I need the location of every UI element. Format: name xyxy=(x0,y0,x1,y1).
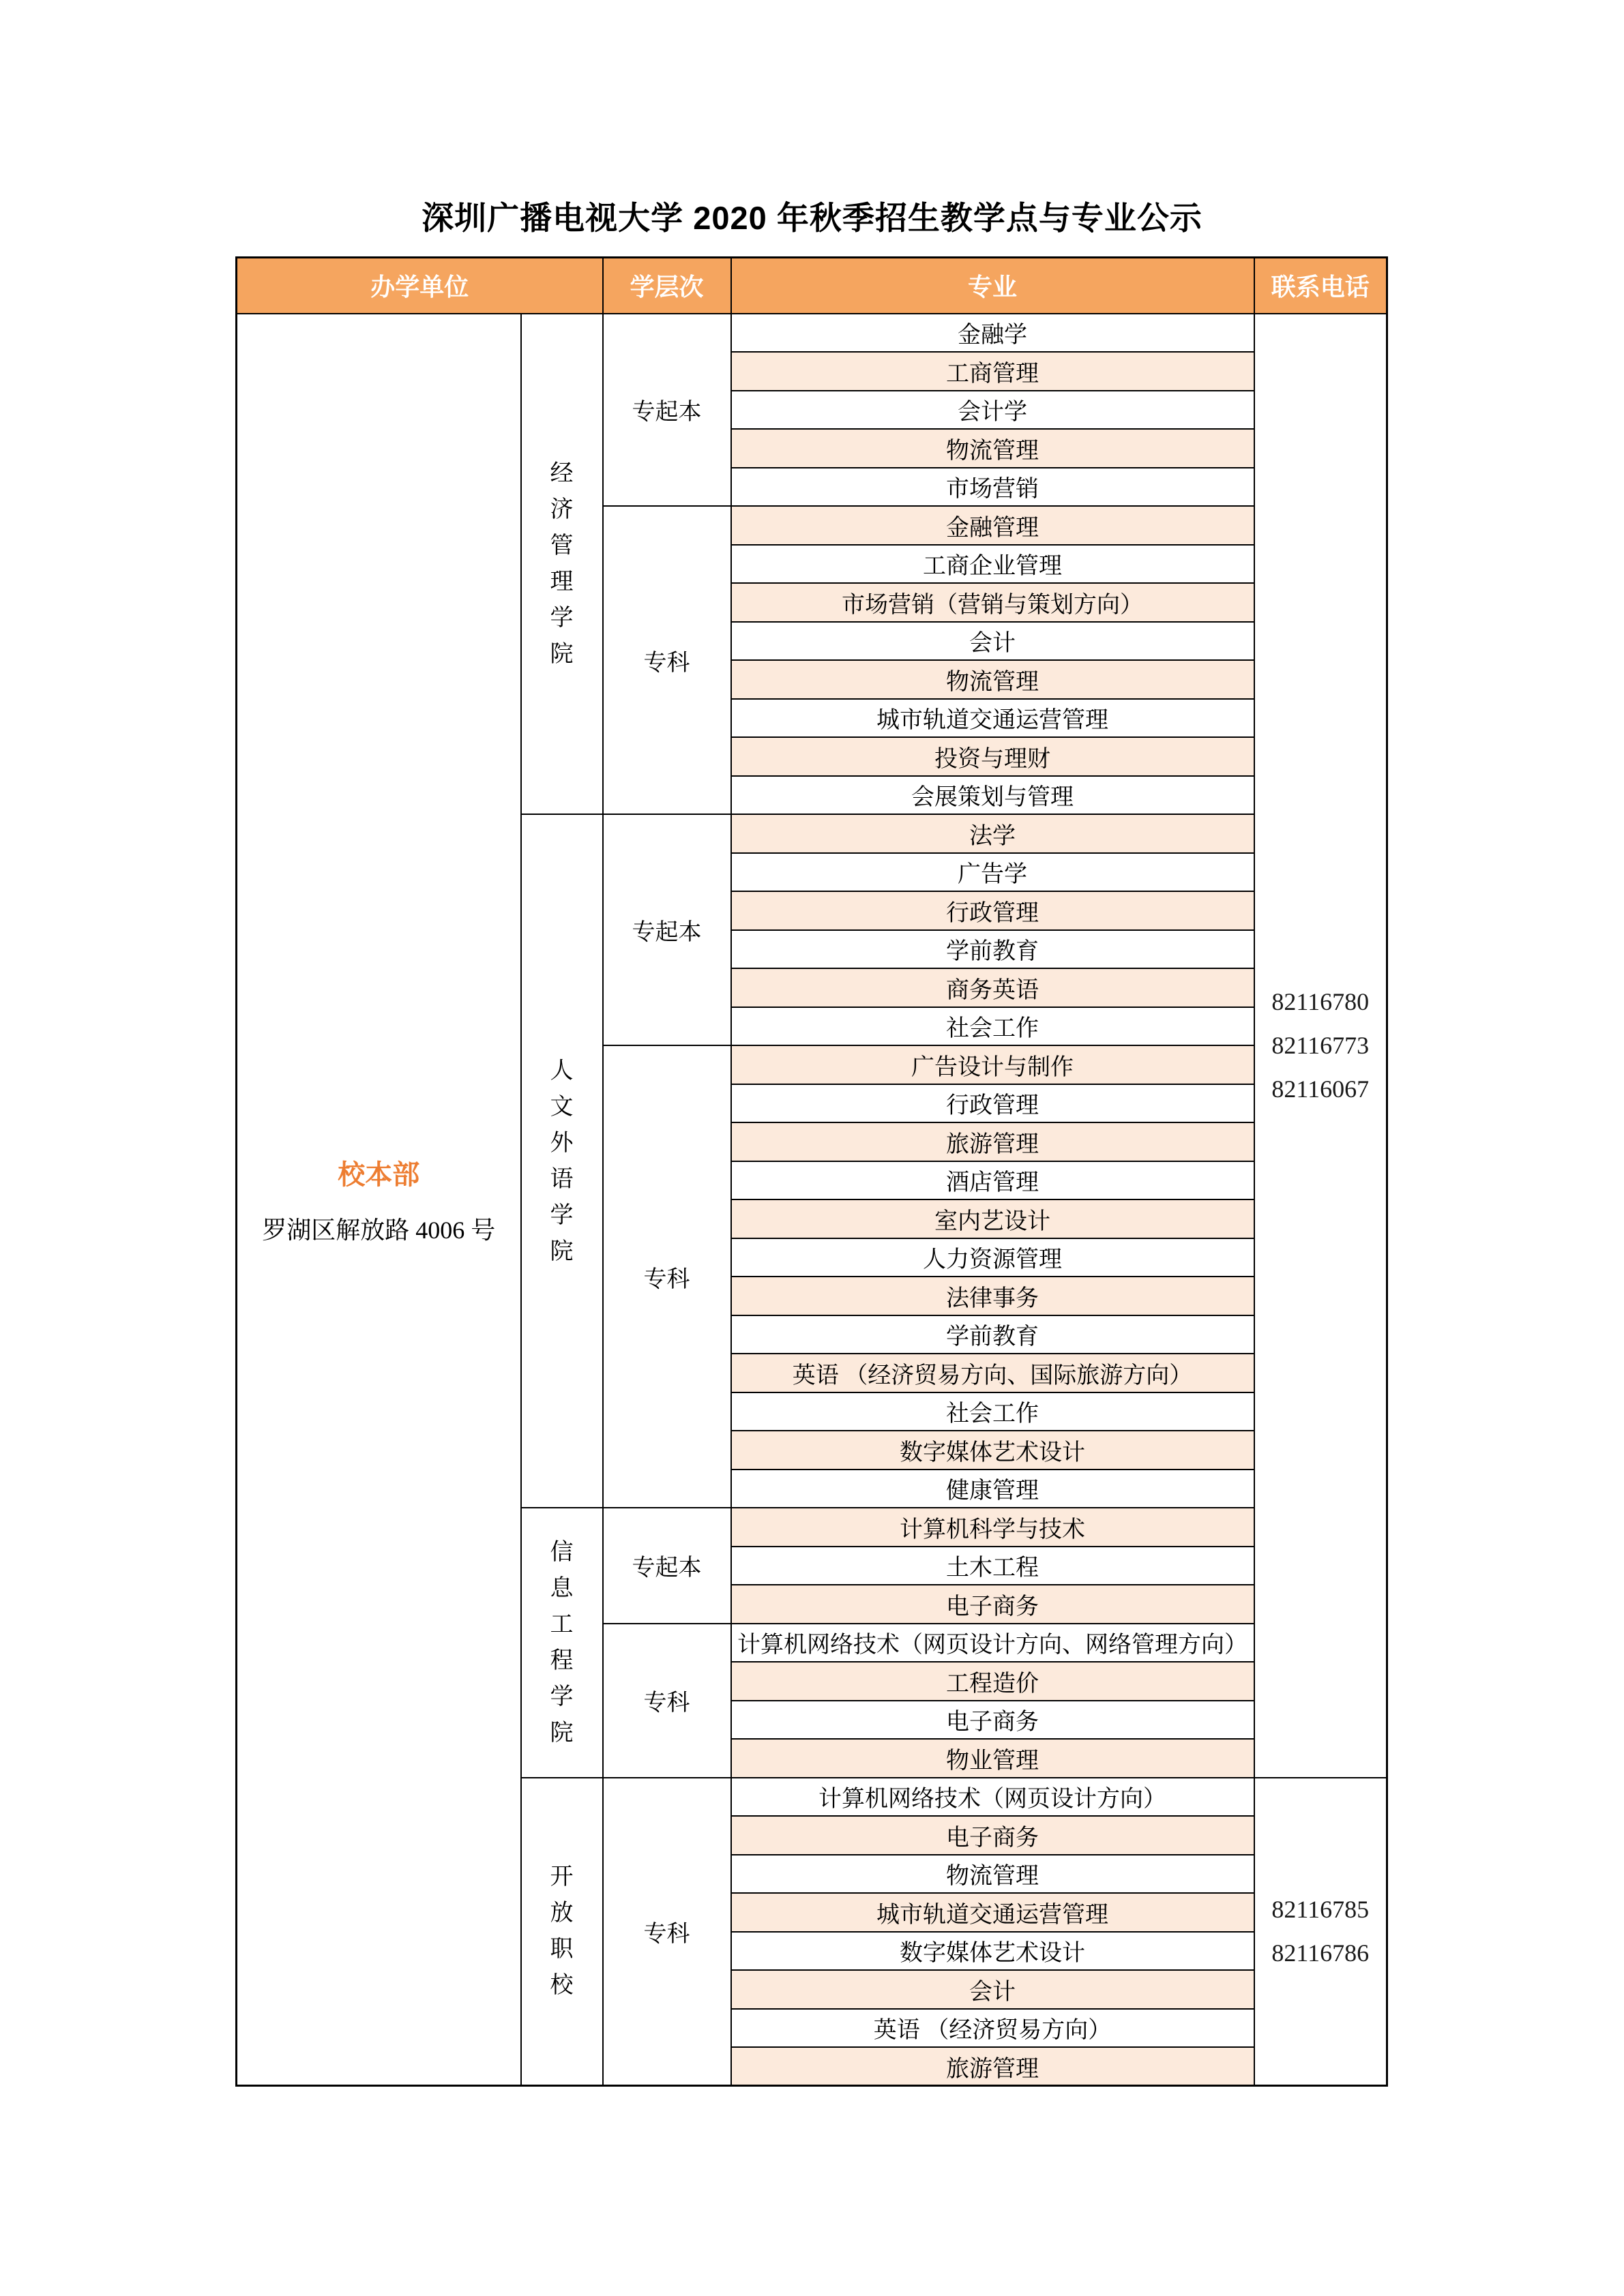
major-cell: 商务英语 xyxy=(731,968,1254,1007)
major-cell: 物流管理 xyxy=(731,429,1254,468)
college-name: 经济管理学院 xyxy=(550,460,574,667)
major-cell: 法律事务 xyxy=(731,1277,1254,1315)
phone-number: 82116780 xyxy=(1271,988,1370,1015)
major-cell: 市场营销（营销与策划方向） xyxy=(731,583,1254,622)
major-cell: 计算机科学与技术 xyxy=(731,1508,1254,1547)
major-cell: 会计 xyxy=(731,622,1254,661)
major-cell: 酒店管理 xyxy=(731,1161,1254,1200)
campus-address: 罗湖区解放路 4006 号 xyxy=(262,1216,496,1244)
major-cell: 金融管理 xyxy=(731,506,1254,545)
level-cell: 专起本 xyxy=(603,1508,731,1624)
level-cell: 专科 xyxy=(603,1045,731,1508)
major-cell: 会展策划与管理 xyxy=(731,776,1254,815)
major-cell: 社会工作 xyxy=(731,1007,1254,1046)
major-cell: 会计 xyxy=(731,1970,1254,2009)
campus-name: 校本部 xyxy=(338,1159,420,1190)
phone-number: 82116785 xyxy=(1271,1896,1370,1924)
major-cell: 旅游管理 xyxy=(731,2047,1254,2086)
major-cell: 社会工作 xyxy=(731,1392,1254,1431)
header-level: 学层次 xyxy=(603,258,731,314)
table-header-row xyxy=(237,258,1387,314)
phone-number: 82116773 xyxy=(1271,1032,1370,1059)
college-name: 开放职校 xyxy=(550,1864,574,1999)
college-name: 信息工程学院 xyxy=(550,1539,574,1746)
major-cell: 人力资源管理 xyxy=(731,1238,1254,1277)
phone-cell xyxy=(1254,1778,1387,2086)
major-cell: 广告设计与制作 xyxy=(731,1045,1254,1084)
college-cell xyxy=(521,314,603,815)
campus-cell xyxy=(237,314,521,2086)
page-title: 深圳广播电视大学 2020 年秋季招生教学点与专业公示 xyxy=(422,200,1202,236)
major-cell: 旅游管理 xyxy=(731,1122,1254,1161)
major-cell: 电子商务 xyxy=(731,1816,1254,1855)
major-cell: 广告学 xyxy=(731,853,1254,892)
major-cell: 工商企业管理 xyxy=(731,545,1254,584)
table-body xyxy=(237,314,1387,2086)
level-cell: 专科 xyxy=(603,506,731,814)
major-cell: 市场营销 xyxy=(731,468,1254,507)
major-cell: 计算机网络技术（网页设计方向） xyxy=(731,1778,1254,1817)
major-cell: 学前教育 xyxy=(731,930,1254,969)
major-cell: 室内艺设计 xyxy=(731,1199,1254,1238)
major-cell: 行政管理 xyxy=(731,891,1254,930)
major-cell: 物流管理 xyxy=(731,1855,1254,1894)
major-cell: 行政管理 xyxy=(731,1084,1254,1123)
major-cell: 英语 （经济贸易方向、国际旅游方向） xyxy=(731,1354,1254,1392)
major-cell: 投资与理财 xyxy=(731,737,1254,776)
phone-number: 82116067 xyxy=(1271,1075,1370,1103)
major-cell: 数字媒体艺术设计 xyxy=(731,1932,1254,1971)
major-cell: 会计学 xyxy=(731,391,1254,430)
level-cell: 专科 xyxy=(603,1778,731,2086)
level-cell: 专起本 xyxy=(603,814,731,1045)
phone-number: 82116786 xyxy=(1271,1939,1370,1967)
major-cell: 金融学 xyxy=(731,314,1254,353)
college-cell xyxy=(521,1508,603,1778)
major-cell: 法学 xyxy=(731,814,1254,853)
major-cell: 健康管理 xyxy=(731,1470,1254,1508)
phone-cell xyxy=(1254,314,1387,1778)
major-cell: 学前教育 xyxy=(731,1315,1254,1354)
header-phone: 联系电话 xyxy=(1254,258,1387,314)
enrollment-table xyxy=(235,256,1388,2087)
college-cell xyxy=(521,814,603,1508)
major-cell: 物业管理 xyxy=(731,1739,1254,1778)
level-cell: 专科 xyxy=(603,1624,731,1778)
table-row xyxy=(237,314,1387,353)
major-cell: 电子商务 xyxy=(731,1585,1254,1624)
major-cell: 工程造价 xyxy=(731,1662,1254,1701)
major-cell: 土木工程 xyxy=(731,1547,1254,1585)
college-name: 人文外语学院 xyxy=(550,1058,574,1264)
major-cell: 工商管理 xyxy=(731,352,1254,391)
header-unit: 办学单位 xyxy=(237,258,603,314)
header-major: 专业 xyxy=(731,258,1254,314)
major-cell: 城市轨道交通运营管理 xyxy=(731,1893,1254,1932)
major-cell: 英语 （经济贸易方向） xyxy=(731,2009,1254,2048)
major-cell: 电子商务 xyxy=(731,1701,1254,1740)
major-cell: 数字媒体艺术设计 xyxy=(731,1431,1254,1470)
major-cell: 城市轨道交通运营管理 xyxy=(731,699,1254,738)
major-cell: 物流管理 xyxy=(731,660,1254,699)
level-cell: 专起本 xyxy=(603,314,731,507)
major-cell: 计算机网络技术（网页设计方向、网络管理方向） xyxy=(731,1624,1254,1663)
college-cell xyxy=(521,1778,603,2086)
